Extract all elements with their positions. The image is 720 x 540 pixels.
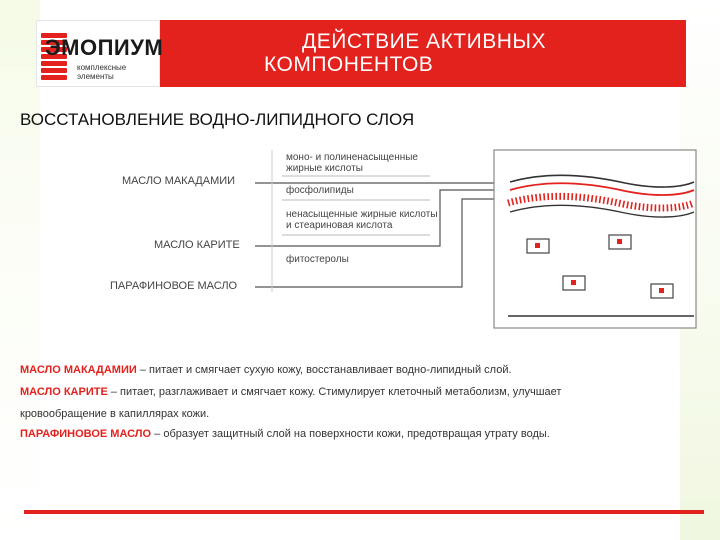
label-mono-acids-2: жирные кислоты xyxy=(286,163,363,174)
label-karite: МАСЛО КАРИТЕ xyxy=(154,239,240,251)
label-phospholipids: фосфолипиды xyxy=(286,185,354,196)
label-paraffin: ПАРАФИНОВОЕ МАСЛО xyxy=(110,280,238,292)
label-phytosterols: фитостеролы xyxy=(286,254,349,265)
cell-nucleus-icon xyxy=(617,239,622,244)
description-macadamia-text: – питает и смягчает сухую кожу, восстанавливает водно-липидный слой. xyxy=(136,364,512,376)
description-paraffin xyxy=(20,428,550,440)
label-unsat-acids-2: и стеариновая кислота xyxy=(286,220,393,231)
skin-box xyxy=(494,150,696,328)
label-unsat-acids-1: ненасыщенные жирные кислоты xyxy=(286,209,438,220)
description-karite xyxy=(20,386,561,398)
page-title-line-1: ДЕЙСТВИЕ АКТИВНЫХ xyxy=(302,30,546,53)
description-paraffin-name: ПАРАФИНОВОЕ МАСЛО xyxy=(20,428,152,440)
label-mono-acids-1: моно- и полиненасыщенные xyxy=(286,152,418,163)
description-karite-text-2: кровообращение в капиллярах кожи. xyxy=(20,408,210,420)
logo-name: ЭМОПИУМ xyxy=(45,35,164,60)
footer-divider xyxy=(24,510,704,514)
logo-tagline-line-2: элементы xyxy=(77,72,114,81)
section-subtitle: ВОССТАНОВЛЕНИЕ ВОДНО-ЛИПИДНОГО СЛОЯ xyxy=(20,110,415,129)
description-macadamia-name: МАСЛО МАКАДАМИИ xyxy=(20,364,137,376)
description-karite-continued xyxy=(20,408,209,420)
description-karite-text: – питает, разглаживает и смягчает кожу. Стимулирует клеточный метаболизм, улучшает xyxy=(107,386,562,398)
description-macadamia xyxy=(20,364,512,376)
description-karite-name: МАСЛО КАРИТЕ xyxy=(20,386,108,398)
description-paraffin-text: – образует защитный слой на поверхности кожи, предотвращая утрату воды. xyxy=(151,428,550,440)
cell-nucleus-icon xyxy=(571,280,576,285)
page-title-line-2: КОМПОНЕНТОВ xyxy=(264,53,434,76)
label-macadamia: МАСЛО МАКАДАМИИ xyxy=(122,175,236,187)
cell-nucleus-icon xyxy=(535,243,540,248)
logo-tagline-line-1: комплексные xyxy=(77,63,127,72)
cell-nucleus-icon xyxy=(659,288,664,293)
